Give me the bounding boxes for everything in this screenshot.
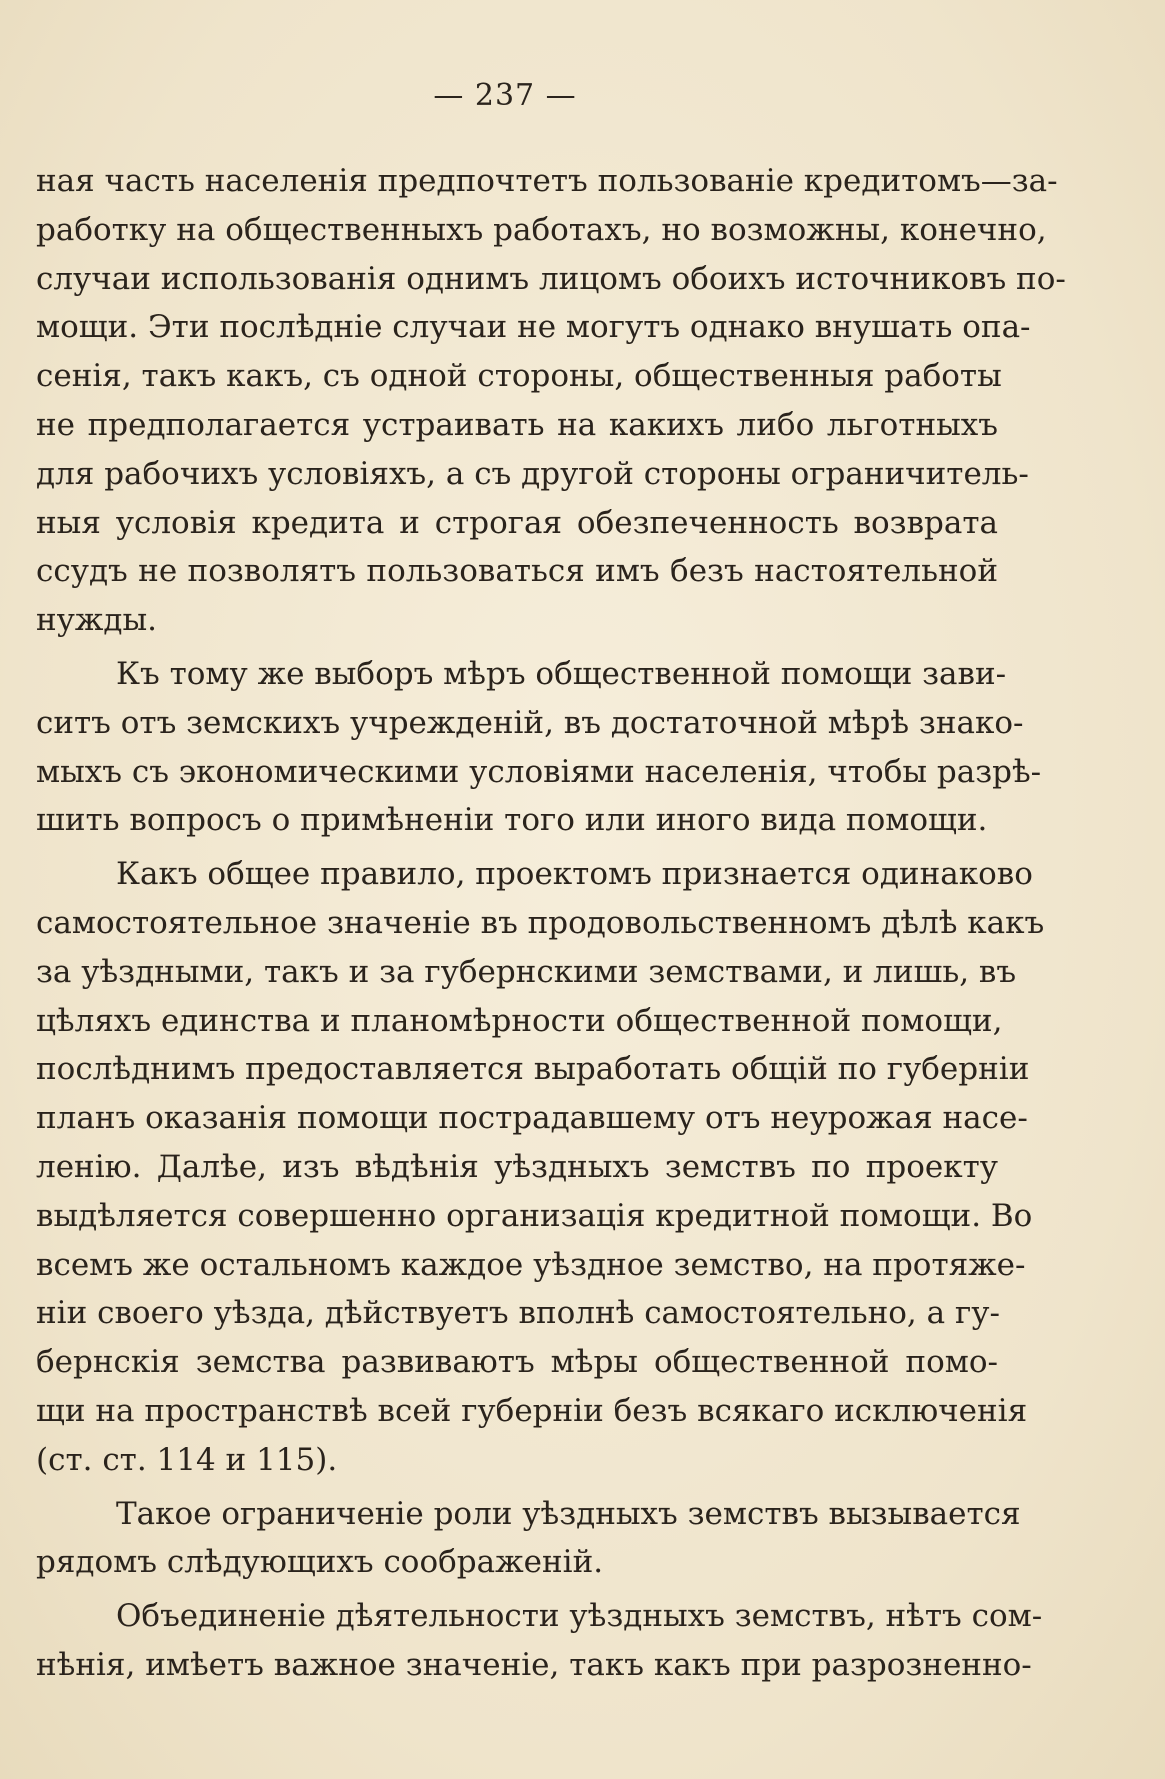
text-line: сенія, такъ какъ, съ одной стороны, общественныя работы bbox=[36, 358, 1002, 395]
text-line: ныя условія кредита и строгая обезпеченность возврата bbox=[36, 504, 998, 541]
text-line: мыхъ съ экономическими условіями населенія, чтобы разрѣ- bbox=[36, 753, 1042, 790]
text-line: ссудъ не позволятъ пользоваться имъ безъ настоятельной bbox=[36, 553, 998, 590]
text-line: случаи использованія однимъ лицомъ обоихъ источниковъ по- bbox=[36, 260, 1066, 297]
text-line: Объединеніе дѣятельности уѣздныхъ земствъ, нѣтъ сом- bbox=[116, 1598, 1043, 1635]
paragraph-3 bbox=[36, 850, 1045, 1484]
text-line: цѣляхъ единства и планомѣрности общественной помощи, bbox=[36, 1002, 1003, 1039]
text-line: всемъ же остальномъ каждое уѣздное земство, на протяже- bbox=[36, 1246, 1026, 1283]
text-line: нужды. bbox=[36, 602, 158, 639]
text-line: щи на пространствѣ всей губерніи безъ всякаго исключенія bbox=[36, 1392, 1028, 1429]
text-line: мощи. Эти послѣдніе случаи не могутъ однако внушать опа- bbox=[36, 309, 1031, 346]
paragraph-2 bbox=[36, 650, 1042, 845]
text-line: нѣнія, имѣетъ важное значеніе, такъ какъ при разрозненно- bbox=[36, 1646, 1032, 1683]
text-line: Какъ общее правило, проектомъ признается одинаково bbox=[116, 856, 1033, 893]
text-line: Такое ограниченіе роли уѣздныхъ земствъ вызывается bbox=[116, 1495, 1021, 1532]
paragraph-5 bbox=[36, 1592, 1043, 1690]
text-line: (ст. ст. 114 и 115). bbox=[36, 1441, 338, 1478]
text-line: шить вопросъ о примѣненіи того или иного вида помощи. bbox=[36, 802, 988, 839]
paragraph-1 bbox=[36, 157, 1066, 645]
text-line: планъ оказанія помощи пострадавшему отъ неурожая насе- bbox=[36, 1100, 1028, 1137]
text-line: ная часть населенія предпочтетъ пользованіе кредитомъ—за- bbox=[36, 163, 1058, 199]
page-number: — 237 — bbox=[433, 78, 577, 113]
text-line: не предполагается устраивать на какихъ либо льготныхъ bbox=[36, 406, 998, 443]
text-line: за уѣздными, такъ и за губернскими земствами, и лишь, въ bbox=[36, 953, 1017, 990]
text-line: выдѣляется совершенно организація кредитной помощи. Во bbox=[36, 1197, 1033, 1234]
text-line: ніи своего уѣзда, дѣйствуетъ вполнѣ самостоятельно, а гу- bbox=[36, 1295, 1000, 1332]
text-line: ленію. Далѣе, изъ вѣдѣнія уѣздныхъ земствъ по проекту bbox=[36, 1148, 998, 1185]
text-line: самостоятельное значеніе въ продовольственномъ дѣлѣ какъ bbox=[36, 904, 1045, 941]
text-line: бернскія земства развиваютъ мѣры общественной помо- bbox=[36, 1344, 998, 1381]
paragraph-4 bbox=[36, 1490, 1021, 1588]
body-text bbox=[36, 157, 1066, 1690]
text-line: Къ тому же выборъ мѣръ общественной помощи зави- bbox=[116, 655, 1007, 692]
text-line: ситъ отъ земскихъ учрежденій, въ достаточной мѣрѣ знако- bbox=[36, 704, 1024, 741]
text-line: послѣднимъ предоставляется выработать общій по губерніи bbox=[36, 1051, 1030, 1088]
text-line: рядомъ слѣдующихъ соображеній. bbox=[36, 1544, 604, 1581]
text-line: для рабочихъ условіяхъ, а съ другой стороны ограничитель- bbox=[36, 455, 1029, 492]
text-line: работку на общественныхъ работахъ, но возможны, конечно, bbox=[36, 211, 1047, 248]
